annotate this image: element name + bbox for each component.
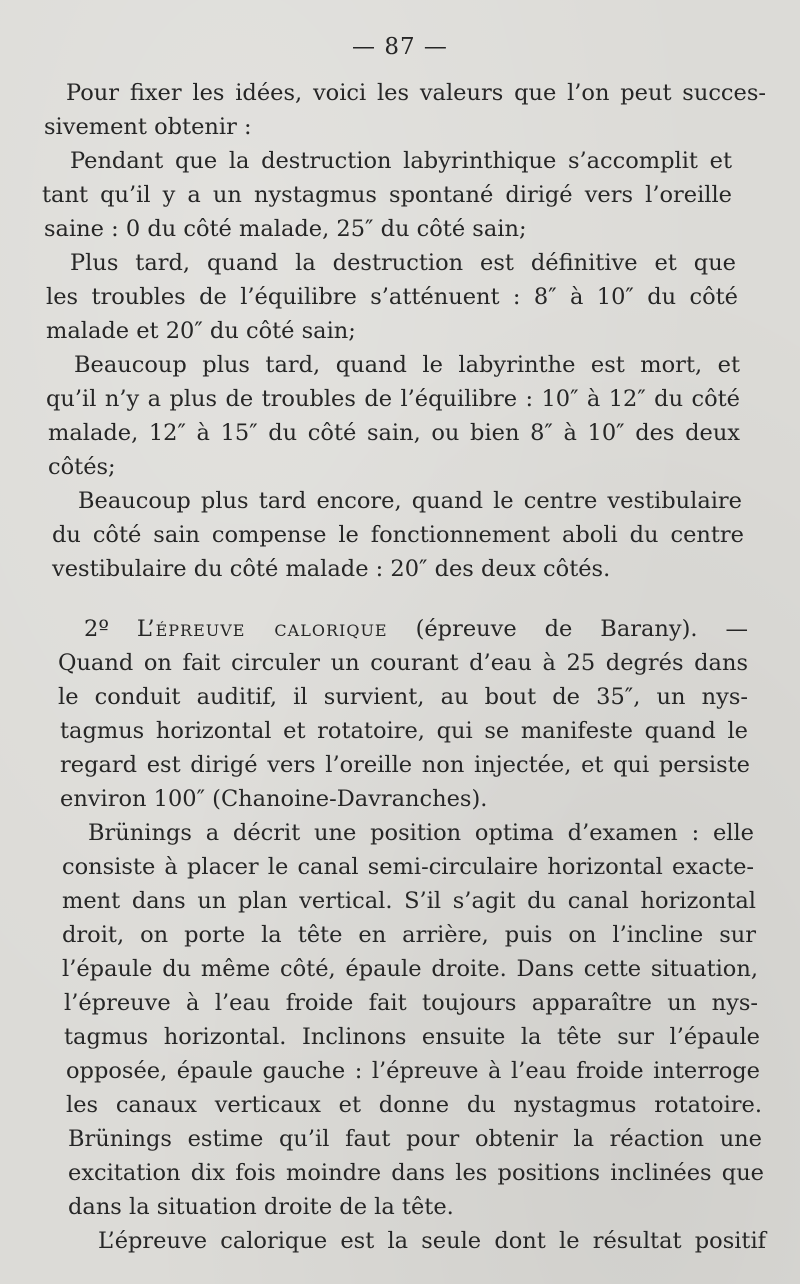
text-line: Beaucoup plus tard encore, quand le centre vestibulaire xyxy=(78,488,742,514)
text-line: qu’il n’y a plus de troubles de l’équilibre : 10″ à 12″ du côté xyxy=(46,386,740,412)
text-line: excitation dix fois moindre dans les positions inclinées que xyxy=(68,1160,764,1186)
text-line: opposée, épaule gauche : l’épreuve à l’eau froide interroge xyxy=(66,1058,760,1084)
text-line: tagmus horizontal. Inclinons ensuite la tête sur l’épaule xyxy=(64,1024,760,1050)
text-line: consiste à placer le canal semi-circulaire horizontal exacte- xyxy=(62,854,754,880)
text-line: le conduit auditif, il survient, au bout de 35″, un nys- xyxy=(58,684,748,710)
text-line: ment dans un plan vertical. S’il s’agit du canal horizontal xyxy=(62,888,756,914)
text-line: Quand on fait circuler un courant d’eau à 25 degrés dans xyxy=(58,650,748,676)
text-line: L’épreuve calorique est la seule dont le résultat positif xyxy=(98,1228,766,1254)
text-line: droit, on porte la tête en arrière, puis on l’incline sur xyxy=(62,922,756,948)
text-line: sivement obtenir : xyxy=(44,114,252,140)
text-line: saine : 0 du côté malade, 25″ du côté sain; xyxy=(44,216,527,242)
text-line: côtés; xyxy=(48,454,116,480)
text-line: les troubles de l’équilibre s’atténuent : 8″ à 10″ du côté xyxy=(46,284,738,310)
text-line: l’épreuve à l’eau froide fait toujours apparaître un nys- xyxy=(64,990,758,1016)
text-line: tant qu’il y a un nystagmus spontané dirigé vers l’oreille xyxy=(42,182,732,208)
text-line: vestibulaire du côté malade : 20″ des deux côtés. xyxy=(52,556,611,582)
text-line: l’épaule du même côté, épaule droite. Dans cette situation, xyxy=(62,956,758,982)
text-line: Brünings a décrit une position optima d’examen : elle xyxy=(88,820,754,846)
text-line: Pendant que la destruction labyrinthique s’accomplit et xyxy=(70,148,732,174)
text-line: tagmus horizontal et rotatoire, qui se manifeste quand le xyxy=(60,718,748,744)
text-line: Plus tard, quand la destruction est définitive et que xyxy=(70,250,736,276)
text-line: Beaucoup plus tard, quand le labyrinthe est mort, et xyxy=(74,352,740,378)
text-line: dans la situation droite de la tête. xyxy=(68,1194,454,1220)
section-number: 2º xyxy=(84,616,109,642)
section-title: L’épreuve calorique xyxy=(136,616,388,642)
text-line: (épreuve de Barany). — xyxy=(415,616,749,642)
section-heading-line xyxy=(84,612,748,646)
text-line: les canaux verticaux et donne du nystagmus rotatoire. xyxy=(66,1092,762,1118)
text-line: environ 100″ (Chanoine-Davranches). xyxy=(60,786,488,812)
text-line: Brünings estime qu’il faut pour obtenir la réaction une xyxy=(68,1126,762,1152)
text-line: Pour fixer les idées, voici les valeurs que l’on peut succes- xyxy=(66,80,766,106)
text-line: malade et 20″ du côté sain; xyxy=(46,318,356,344)
page-number: — 87 — xyxy=(352,34,448,60)
text-line: du côté sain compense le fonctionnement aboli du centre xyxy=(52,522,744,548)
text-line: regard est dirigé vers l’oreille non injectée, et qui persiste xyxy=(60,752,750,778)
text-line: malade, 12″ à 15″ du côté sain, ou bien 8″ à 10″ des deux xyxy=(48,420,740,446)
